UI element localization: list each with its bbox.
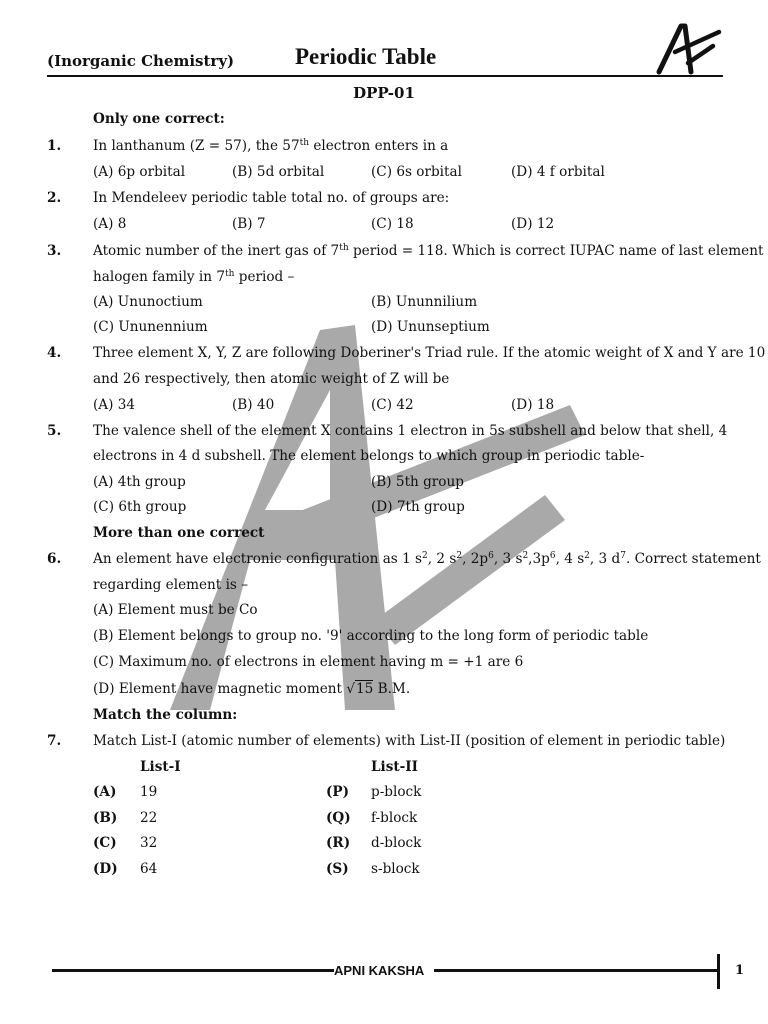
footer-divider bbox=[434, 969, 720, 972]
option: (C) 6s orbital bbox=[371, 164, 462, 180]
question-number: 3. bbox=[47, 243, 62, 259]
match-row-label: (C) bbox=[93, 835, 117, 851]
match-row-value: 32 bbox=[140, 835, 158, 851]
option: (C) 6th group bbox=[93, 499, 187, 515]
option: (A) Ununoctium bbox=[93, 294, 203, 310]
match-row-label: (D) bbox=[93, 861, 118, 877]
match-row-label: (Q) bbox=[326, 810, 351, 826]
question-number: 5. bbox=[47, 423, 62, 439]
question-text: halogen family in 7th period – bbox=[93, 269, 295, 285]
option: (A) 6p orbital bbox=[93, 164, 186, 180]
page-number: 1 bbox=[735, 963, 745, 978]
match-row-label: (B) bbox=[93, 810, 118, 826]
option: (D) Ununseptium bbox=[371, 319, 490, 335]
option: (A) 8 bbox=[93, 216, 127, 232]
option: (D) 7th group bbox=[371, 499, 465, 515]
match-row-value: 22 bbox=[140, 810, 158, 826]
question-number: 1. bbox=[47, 138, 62, 154]
option: (B) Ununnilium bbox=[371, 294, 478, 310]
question-number: 2. bbox=[47, 190, 62, 206]
footer-vertical-rule bbox=[717, 954, 720, 989]
list-header: List-II bbox=[371, 759, 419, 775]
option: (B) 40 bbox=[232, 397, 275, 413]
question-text: Match List-I (atomic number of elements) with List-II (position of element in periodic table) bbox=[93, 733, 726, 749]
question-text: The valence shell of the element X contains 1 electron in 5s subshell and below that shell, 4 bbox=[93, 423, 728, 439]
match-row-label: (A) bbox=[93, 784, 117, 800]
brand-logo bbox=[655, 22, 725, 76]
question-number: 6. bbox=[47, 551, 62, 567]
question-text: and 26 respectively, then atomic weight of Z will be bbox=[93, 371, 450, 387]
list-header: List-I bbox=[140, 759, 181, 775]
match-row-value: d-block bbox=[371, 835, 422, 851]
question-text: An element have electronic configuration as 1 $s^2$, 2 $s^2$, $2p^6$, 3 $s^2,3p^6$, 4 $s^2$, 3 $d^7$. Correct statement bbox=[93, 551, 761, 567]
option: (C) 18 bbox=[371, 216, 414, 232]
option: (D) 4 f orbital bbox=[511, 164, 605, 180]
question-number: 4. bbox=[47, 345, 62, 361]
option: (D) 18 bbox=[511, 397, 555, 413]
option: (A) 34 bbox=[93, 397, 136, 413]
section-heading: More than one correct bbox=[93, 525, 265, 541]
question-number: 7. bbox=[47, 733, 62, 749]
section-heading: Match the column: bbox=[93, 707, 238, 723]
match-row-value: s-block bbox=[371, 861, 420, 877]
option: (D) Element have magnetic moment √15 B.M. bbox=[93, 681, 411, 697]
dpp-label: DPP-01 bbox=[353, 84, 415, 102]
question-text: electrons in 4 d subshell. The element belongs to which group in periodic table- bbox=[93, 448, 645, 464]
option: (B) 5d orbital bbox=[232, 164, 325, 180]
option: (B) 7 bbox=[232, 216, 266, 232]
match-row-value: 64 bbox=[140, 861, 158, 877]
header-divider bbox=[47, 75, 723, 77]
sqrt-radicand: 15 bbox=[355, 681, 374, 697]
question-text: In Mendeleev periodic table total no. of groups are: bbox=[93, 190, 450, 206]
option: (C) Ununennium bbox=[93, 319, 208, 335]
match-row-value: p-block bbox=[371, 784, 422, 800]
footer-divider bbox=[52, 969, 334, 972]
match-row-label: (S) bbox=[326, 861, 349, 877]
subject-label: (Inorganic Chemistry) bbox=[47, 52, 235, 70]
footer-brand: APNI KAKSHA bbox=[334, 963, 425, 978]
match-row-value: 19 bbox=[140, 784, 158, 800]
option: (A) Element must be Co bbox=[93, 602, 258, 618]
question-text: regarding element is – bbox=[93, 577, 249, 593]
question-text: In lanthanum (Z = 57), the 57th electron enters in a bbox=[93, 138, 449, 154]
option: (C) Maximum no. of electrons in element having m = +1 are 6 bbox=[93, 654, 524, 670]
match-row-value: f-block bbox=[371, 810, 418, 826]
option: (D) 12 bbox=[511, 216, 555, 232]
match-row-label: (R) bbox=[326, 835, 351, 851]
page-title: Periodic Table bbox=[295, 44, 437, 69]
option: (B) 5th group bbox=[371, 474, 464, 490]
question-text: Atomic number of the inert gas of 7th period = 118. Which is correct IUPAC name of last element bbox=[93, 243, 764, 259]
section-heading: Only one correct: bbox=[93, 111, 225, 127]
option: (C) 42 bbox=[371, 397, 414, 413]
match-row-label: (P) bbox=[326, 784, 350, 800]
question-text: Three element X, Y, Z are following Doberiner's Triad rule. If the atomic weight of X and Y are 10 bbox=[93, 345, 766, 361]
option: (A) 4th group bbox=[93, 474, 186, 490]
option: (B) Element belongs to group no. '9' according to the long form of periodic table bbox=[93, 628, 649, 644]
